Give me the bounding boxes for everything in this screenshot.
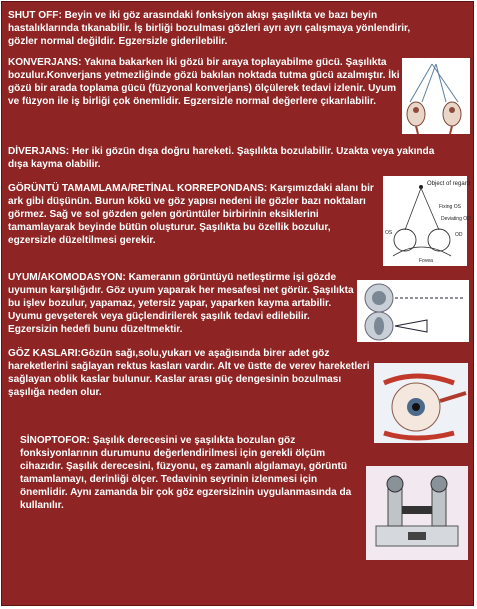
od-label: OD [455, 232, 463, 238]
fixing-label: Fixing OS [439, 204, 461, 210]
section-konverjans: KONVERJANS: Yakına bakarken iki gözü bir araya toplayabilme gücü. Şaşılıkta bozulur.Konverjans yetmezliğinde gözü bakılan noktada tutma gücü azalmıştır. İki gözü bir arada toplama gücü (füzyonal konverjans) ölçülerek tedavi izlenir. Uyum ve füzyon ile iş birliği çok önemlidir. Egzersizle normal değerlere çıkarılabilir. [8, 57, 400, 107]
section-shutoff: SHUT OFF: Beyin ve iki göz arasındaki fonksiyon akışı şaşılıkta ve bazı beyin hastalıklarında tıkanabilir. İş birliği bozulması gözleri ayrı ayrı çalışmaya yönlendirir, gözler normal değildir. Egzersizle giderilebilir. [8, 10, 411, 47]
synoptophore-device-image [366, 466, 468, 560]
section-goruntu: GÖRÜNTÜ TAMAMLAMA/RETİNAL KORREPONDANS: Karşımızdaki alanı bir ark gibi düşünün. Burun kökü ve göz yapısı nedeni ile gözler bazı noktaları görmez. Sağ ve sol gözden gelen görüntüler birbirinin eksiklerini tamamlayarak beyinde bütün oluşturur. Şaşılıkta bu özellik bozulur, egzersizle düzeltilmesi gerekir. [8, 183, 374, 246]
section-uyum: UYUM/AKOMODASYON: Kameranın görüntüyü netleştirme işi gözde uyumun karşılığıdır. Göz uyum yaparak her mesafesi net görür. Şaşılıkta bu işlev bozulur, yapamaz, yetersiz yapar, yaparken kayma artabilir. Uyumu gevşeterek veya güçlendirilerek şaşılık tedavi edilebilir. Egzersizin hedefi bunu düzeltmektir. [8, 272, 354, 335]
convergence-eyes-image [402, 58, 470, 134]
object-of-regard-label: Object of regard [427, 181, 471, 187]
section-kaslar: GÖZ KASLARI:Gözün sağı,solu,yukarı ve aşağısında birer adet göz hareketlerini sağlayan rektus kasları vardır. Alt ve üstte de verev hareketleri sağlayan oblik kaslar bulunur. Kaslar arası güç dengesinin bozulması şaşılığa neden olur. [8, 348, 370, 398]
fovea-label: Fovea [419, 258, 433, 264]
section-sinoptofor: SİNOPTOFOR: Şaşılık derecesini ve şaşılıkta bozulan göz fonksiyonlarının durumunu değerlendirilmesi için gerekli ölçüm cihazıdır. Şaşılık derecesini, füzyonu, eş zamanlı algılamayı, görüntü tamamlamayı, derinliği ölçer. Tedavinin seyrinin izlenmesi için önemlidir. Aynı zamanda bir çok göz egzersizinin uygulanmasında da kullanılır. [20, 435, 352, 511]
deviating-label: Deviating OD [441, 216, 471, 222]
accommodation-eye-image [357, 280, 469, 342]
retinal-correspondence-diagram [383, 176, 471, 266]
section-diverjans: DİVERJANS: Her iki gözün dışa doğru hareketi. Şaşılıkta bozulabilir. Uzakta veya yakında dışa kayma olabilir. [8, 146, 435, 170]
eye-muscles-image [374, 363, 468, 443]
os-label: OS [385, 230, 393, 236]
